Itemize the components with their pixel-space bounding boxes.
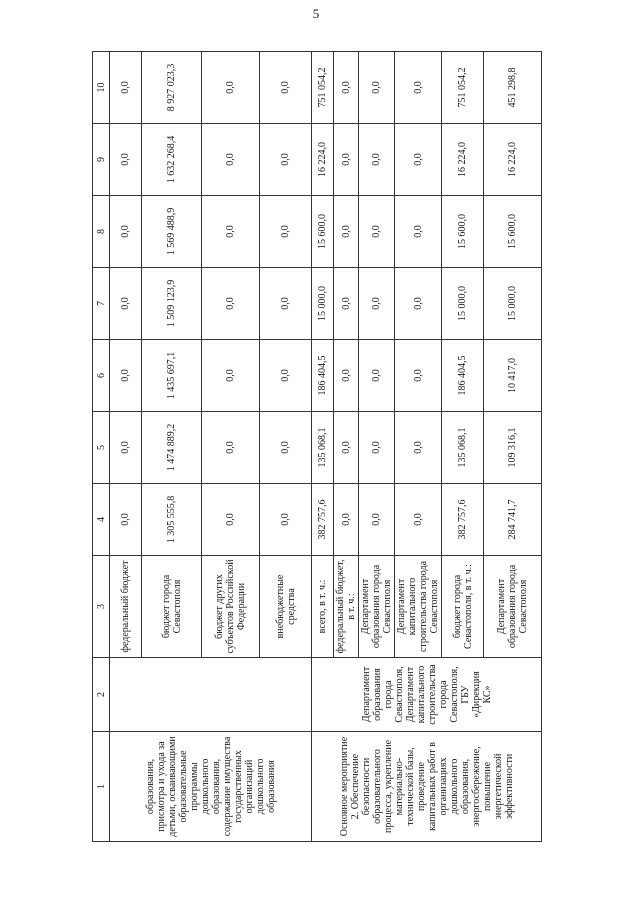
value-cell: 1 569 488,9 xyxy=(142,196,202,268)
financing-table xyxy=(92,51,542,842)
funding-source: бюджет города Севастополя xyxy=(142,556,202,658)
funding-source: внебюджетные средства xyxy=(260,556,312,658)
value-cell: 0,0 xyxy=(359,124,395,196)
value-cell: 0,0 xyxy=(395,484,442,556)
col-header: 2 xyxy=(93,658,110,732)
col-header: 7 xyxy=(93,268,110,340)
value-cell: 0,0 xyxy=(395,124,442,196)
value-cell: 15 600,0 xyxy=(442,196,484,268)
value-cell: 8 927 023,3 xyxy=(142,52,202,124)
value-cell: 0,0 xyxy=(359,196,395,268)
value-cell: 186 404,5 xyxy=(442,340,484,412)
value-cell: 0,0 xyxy=(334,52,359,124)
value-cell: 10 417,0 xyxy=(484,340,542,412)
value-cell: 0,0 xyxy=(359,340,395,412)
value-cell: 109 316,1 xyxy=(484,412,542,484)
value-cell: 0,0 xyxy=(334,412,359,484)
executor-cell xyxy=(110,658,312,732)
value-cell: 0,0 xyxy=(202,124,260,196)
col-header: 8 xyxy=(93,196,110,268)
value-cell: 0,0 xyxy=(202,196,260,268)
value-cell: 15 000,0 xyxy=(484,268,542,340)
value-cell: 0,0 xyxy=(110,196,142,268)
activity-description: образования, присмотра и ухода за детьми, осваивающими образовательные программы дошкольного образования, содержание имущества государственных организаций дошкольного образования xyxy=(110,732,312,842)
value-cell: 0,0 xyxy=(260,52,312,124)
value-cell: 0,0 xyxy=(359,268,395,340)
funding-source: федеральный бюджет xyxy=(110,556,142,658)
value-cell: 0,0 xyxy=(260,484,312,556)
value-cell: 0,0 xyxy=(395,52,442,124)
col-header: 6 xyxy=(93,340,110,412)
value-cell: 0,0 xyxy=(110,124,142,196)
value-cell: 0,0 xyxy=(110,412,142,484)
value-cell: 16 224,0 xyxy=(312,124,334,196)
value-cell: 0,0 xyxy=(260,268,312,340)
value-cell: 1 632 268,4 xyxy=(142,124,202,196)
value-cell: 1 509 123,9 xyxy=(142,268,202,340)
value-cell: 382 757,6 xyxy=(442,484,484,556)
value-cell: 0,0 xyxy=(202,412,260,484)
value-cell: 0,0 xyxy=(110,484,142,556)
col-header: 3 xyxy=(93,556,110,658)
value-cell: 0,0 xyxy=(334,484,359,556)
value-cell: 1 305 555,8 xyxy=(142,484,202,556)
value-cell: 0,0 xyxy=(359,412,395,484)
value-cell: 15 000,0 xyxy=(442,268,484,340)
executor-cell: Департамент образования города Севастополя, Департамент капитального строительства города Севастополя, ГБУ «Дирекция КС» xyxy=(312,658,542,732)
value-cell: 0,0 xyxy=(202,484,260,556)
value-cell: 0,0 xyxy=(334,124,359,196)
value-cell: 1 474 889,2 xyxy=(142,412,202,484)
value-cell: 0,0 xyxy=(260,196,312,268)
value-cell: 135 068,1 xyxy=(312,412,334,484)
value-cell: 16 224,0 xyxy=(484,124,542,196)
value-cell: 0,0 xyxy=(202,268,260,340)
value-cell: 15 600,0 xyxy=(484,196,542,268)
value-cell: 0,0 xyxy=(202,52,260,124)
value-cell: 0,0 xyxy=(260,340,312,412)
col-header: 4 xyxy=(93,484,110,556)
value-cell: 382 757,6 xyxy=(312,484,334,556)
funding-source: бюджет города Севастополя, в т. ч.: xyxy=(442,556,484,658)
value-cell: 0,0 xyxy=(110,340,142,412)
table-row xyxy=(110,52,142,842)
col-header: 1 xyxy=(93,732,110,842)
activity-description: Основное мероприятие 2. Обеспечение безопасности образовательного процесса, укрепление материально-технической базы, проведение капитальных работ в организациях дошкольного образования, энергосбережение, повышение энергетической эффективности xyxy=(312,732,542,842)
funding-source: Департамент образования города Севастополя xyxy=(359,556,395,658)
value-cell: 0,0 xyxy=(395,268,442,340)
value-cell: 16 224,0 xyxy=(442,124,484,196)
value-cell: 0,0 xyxy=(395,196,442,268)
funding-source: всего, в т. ч.: xyxy=(312,556,334,658)
value-cell: 0,0 xyxy=(110,52,142,124)
value-cell: 451 298,8 xyxy=(484,52,542,124)
value-cell: 15 000,0 xyxy=(312,268,334,340)
funding-source: бюджет других субъектов Российской Федерации xyxy=(202,556,260,658)
col-header: 10 xyxy=(93,52,110,124)
value-cell: 0,0 xyxy=(110,268,142,340)
value-cell: 0,0 xyxy=(334,268,359,340)
value-cell: 0,0 xyxy=(334,340,359,412)
table-row xyxy=(312,52,334,842)
value-cell: 0,0 xyxy=(359,52,395,124)
value-cell: 0,0 xyxy=(202,340,260,412)
funding-source: федеральный бюджет, в т. ч.: xyxy=(334,556,359,658)
value-cell: 0,0 xyxy=(395,412,442,484)
rotated-table-container xyxy=(92,52,540,842)
value-cell: 0,0 xyxy=(359,484,395,556)
value-cell: 0,0 xyxy=(334,196,359,268)
value-cell: 0,0 xyxy=(395,340,442,412)
value-cell: 0,0 xyxy=(260,412,312,484)
value-cell: 186 404,5 xyxy=(312,340,334,412)
value-cell: 15 600,0 xyxy=(312,196,334,268)
funding-source: Департамент образования города Севастополя xyxy=(484,556,542,658)
value-cell: 1 435 697,1 xyxy=(142,340,202,412)
value-cell: 135 068,1 xyxy=(442,412,484,484)
value-cell: 751 054,2 xyxy=(312,52,334,124)
page-number: 5 xyxy=(312,6,320,21)
col-header: 5 xyxy=(93,412,110,484)
header-row xyxy=(93,52,110,842)
value-cell: 284 741,7 xyxy=(484,484,542,556)
funding-source: Департамент капитального строительства города Севастополя xyxy=(395,556,442,658)
value-cell: 0,0 xyxy=(260,124,312,196)
col-header: 9 xyxy=(93,124,110,196)
value-cell: 751 054,2 xyxy=(442,52,484,124)
